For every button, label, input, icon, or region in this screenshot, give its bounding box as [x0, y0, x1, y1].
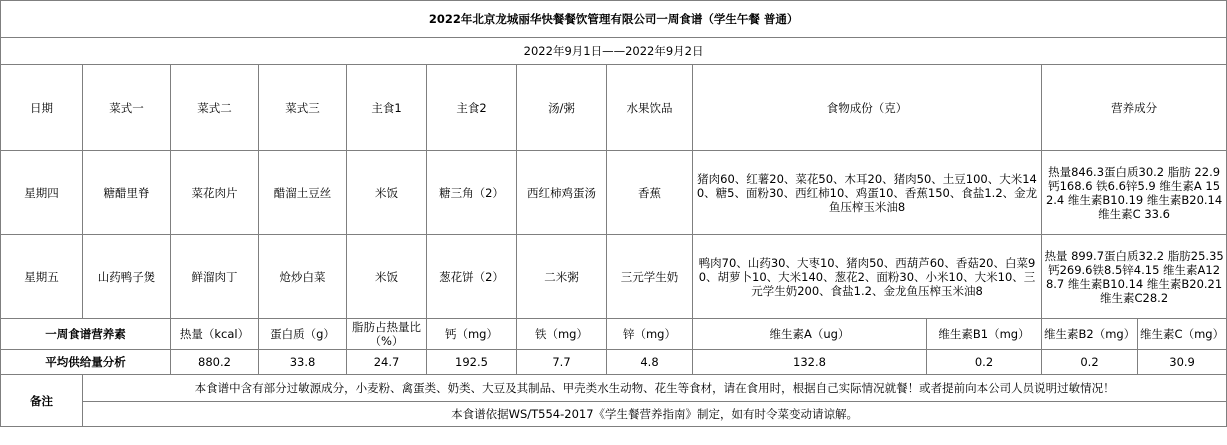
dish2-cell: 鲜溜肉丁 — [171, 235, 259, 319]
remark-allergen: 本食谱中含有部分过敏源成分，小麦粉、禽蛋类、奶类、大豆及其制品、甲壳类水生动物、花生等食材，请在食用时，根据自己实际情况就餐！或者提前向本公司人员说明过敏情况！ — [83, 375, 1227, 402]
summary-label-bottom: 平均供给量分析 — [1, 350, 171, 375]
ingredients-cell: 鸭肉70、山药30、大枣10、猪肉50、西葫芦60、香菇20、白菜90、胡萝卜10、大米140、葱花2、面粉30、小米10、大米10、三元学生奶200、食盐1.2、金龙鱼压榨玉米油8 — [693, 235, 1042, 319]
date-range: 2022年9月1日——2022年9月2日 — [1, 38, 1227, 65]
table-row — [1, 151, 1227, 235]
nutrition-cell: 热量 899.7蛋白质32.2 脂肪25.35钙269.6铁8.5锌4.15 维生素A128.7 维生素B10.14 维生素B20.21 维生素C28.2 — [1042, 235, 1227, 319]
header-ingredients: 食物成份（克） — [693, 65, 1042, 151]
nutrient-value: 7.7 — [517, 350, 607, 375]
fruit-cell: 三元学生奶 — [607, 235, 693, 319]
nutrient-value: 132.8 — [693, 350, 927, 375]
staple2-cell: 糖三角（2） — [427, 151, 517, 235]
remark-row — [1, 375, 1227, 402]
fruit-cell: 香蕉 — [607, 151, 693, 235]
nutrient-value: 0.2 — [927, 350, 1042, 375]
header-row — [1, 65, 1227, 151]
nutrient-name: 钙（mg） — [427, 319, 517, 350]
table-row — [1, 235, 1227, 319]
nutrient-value: 30.9 — [1138, 350, 1227, 375]
soup-cell: 二米粥 — [517, 235, 607, 319]
dish3-cell: 醋溜土豆丝 — [259, 151, 347, 235]
nutrient-value: 4.8 — [607, 350, 693, 375]
nutrient-value: 880.2 — [171, 350, 259, 375]
staple1-cell: 米饭 — [347, 235, 427, 319]
remark-standard: 本食谱依据WS/T554-2017《学生餐营养指南》制定，如有时令菜变动请谅解。 — [83, 402, 1227, 427]
nutrient-value: 0.2 — [1042, 350, 1138, 375]
header-date: 日期 — [1, 65, 83, 151]
nutrient-name: 铁（mg） — [517, 319, 607, 350]
nutrient-value: 24.7 — [347, 350, 427, 375]
nutrient-value: 192.5 — [427, 350, 517, 375]
day-name: 星期四 — [1, 151, 83, 235]
nutrient-name: 锌（mg） — [607, 319, 693, 350]
nutrient-name: 维生素B1（mg） — [927, 319, 1042, 350]
page-title: 2022年北京龙城丽华快餐餐饮管理有限公司一周食谱（学生午餐 普通） — [1, 1, 1227, 38]
soup-cell: 西红柿鸡蛋汤 — [517, 151, 607, 235]
dish2-cell: 菜花肉片 — [171, 151, 259, 235]
nutrient-name: 维生素B2（mg） — [1042, 319, 1138, 350]
remarks-label: 备注 — [1, 375, 83, 427]
nutrition-cell: 热量846.3蛋白质30.2 脂肪 22.9钙168.6 铁6.6锌5.9 维生素A 152.4 维生素B10.19 维生素B20.14维生素C 33.6 — [1042, 151, 1227, 235]
staple2-cell: 葱花饼（2） — [427, 235, 517, 319]
nutrient-name: 维生素C（mg） — [1138, 319, 1227, 350]
header-dish1: 菜式一 — [83, 65, 171, 151]
nutrient-name: 脂肪占热量比（%） — [347, 319, 427, 350]
nutrient-header-row — [1, 319, 1227, 350]
header-nutrition: 营养成分 — [1042, 65, 1227, 151]
staple1-cell: 米饭 — [347, 151, 427, 235]
nutrient-name: 热量（kcal） — [171, 319, 259, 350]
header-staple1: 主食1 — [347, 65, 427, 151]
summary-label-top: 一周食谱营养素 — [1, 319, 171, 350]
day-name: 星期五 — [1, 235, 83, 319]
nutrient-value-row — [1, 350, 1227, 375]
header-soup: 汤/粥 — [517, 65, 607, 151]
nutrient-value: 33.8 — [259, 350, 347, 375]
dish1-cell: 糖醋里脊 — [83, 151, 171, 235]
header-fruit: 水果饮品 — [607, 65, 693, 151]
header-staple2: 主食2 — [427, 65, 517, 151]
header-dish2: 菜式二 — [171, 65, 259, 151]
nutrient-name: 蛋白质（g） — [259, 319, 347, 350]
dish1-cell: 山药鸭子煲 — [83, 235, 171, 319]
dish3-cell: 炝炒白菜 — [259, 235, 347, 319]
nutrient-name: 维生素A（ug） — [693, 319, 927, 350]
header-dish3: 菜式三 — [259, 65, 347, 151]
remark-row — [1, 402, 1227, 427]
ingredients-cell: 猪肉60、红薯20、菜花50、木耳20、猪肉50、土豆100、大米140、糖5、面粉30、西红柿10、鸡蛋10、香蕉150、食盐1.2、金龙鱼压榨玉米油8 — [693, 151, 1042, 235]
